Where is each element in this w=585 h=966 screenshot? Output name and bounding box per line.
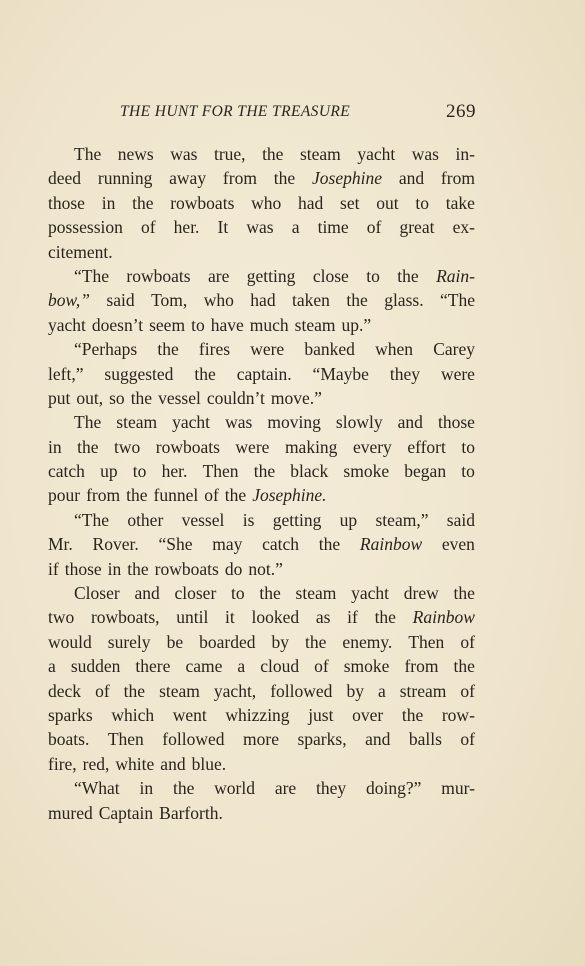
running-head bbox=[48, 101, 476, 125]
text-line: “The other vessel is getting up steam,” said bbox=[74, 509, 475, 530]
text-line: mured Captain Barforth. bbox=[48, 802, 223, 823]
body-text bbox=[48, 142, 475, 825]
running-title: THE HUNT FOR THE TREASURE bbox=[120, 103, 351, 120]
text-line: boats. Then followed more sparks, and balls of bbox=[48, 729, 475, 750]
text-line: The news was true, the steam yacht was in- bbox=[74, 144, 475, 164]
text-line: fire, red, white and blue. bbox=[48, 753, 227, 774]
text-line: would surely be boarded by the enemy. Then of bbox=[48, 631, 475, 652]
page-number: 269 bbox=[446, 101, 476, 122]
text-line: The steam yacht was moving slowly and those bbox=[74, 412, 475, 433]
text-line: sparks which went whizzing just over the row- bbox=[48, 704, 475, 725]
text-line: “Perhaps the fires were banked when Carey bbox=[74, 339, 475, 360]
text-line: possession of her. It was a time of great ex- bbox=[48, 217, 475, 238]
text-line: pour from the funnel of the Josephine. bbox=[48, 485, 327, 506]
text-line: two rowboats, until it looked as if the Rainbow bbox=[48, 607, 475, 628]
text-line: “What in the world are they doing?” mur- bbox=[74, 778, 475, 799]
text-line: in the two rowboats were making every effort to bbox=[48, 436, 475, 457]
text-line: deed running away from the Josephine and from bbox=[48, 168, 475, 189]
text-line: put out, so the vessel couldn’t move.” bbox=[48, 387, 322, 408]
text-line: if those in the rowboats do not.” bbox=[48, 558, 283, 579]
text-line: a sudden there came a cloud of smoke from the bbox=[48, 656, 475, 677]
text-line: deck of the steam yacht, followed by a stream of bbox=[48, 680, 475, 701]
text-line: “The rowboats are getting close to the Rain- bbox=[74, 265, 475, 286]
text-line: Closer and closer to the steam yacht drew the bbox=[74, 583, 475, 604]
text-line: left,” suggested the captain. “Maybe they were bbox=[48, 363, 475, 384]
text-line: yacht doesn’t seem to have much steam up.” bbox=[48, 314, 372, 335]
text-line: catch up to her. Then the black smoke began to bbox=[48, 461, 475, 482]
text-line: bow,” said Tom, who had taken the glass. “The bbox=[48, 290, 475, 311]
text-line: Mr. Rover. “She may catch the Rainbow even bbox=[48, 534, 475, 555]
text-line: those in the rowboats who had set out to take bbox=[48, 192, 475, 213]
text-line: citement. bbox=[48, 241, 113, 262]
